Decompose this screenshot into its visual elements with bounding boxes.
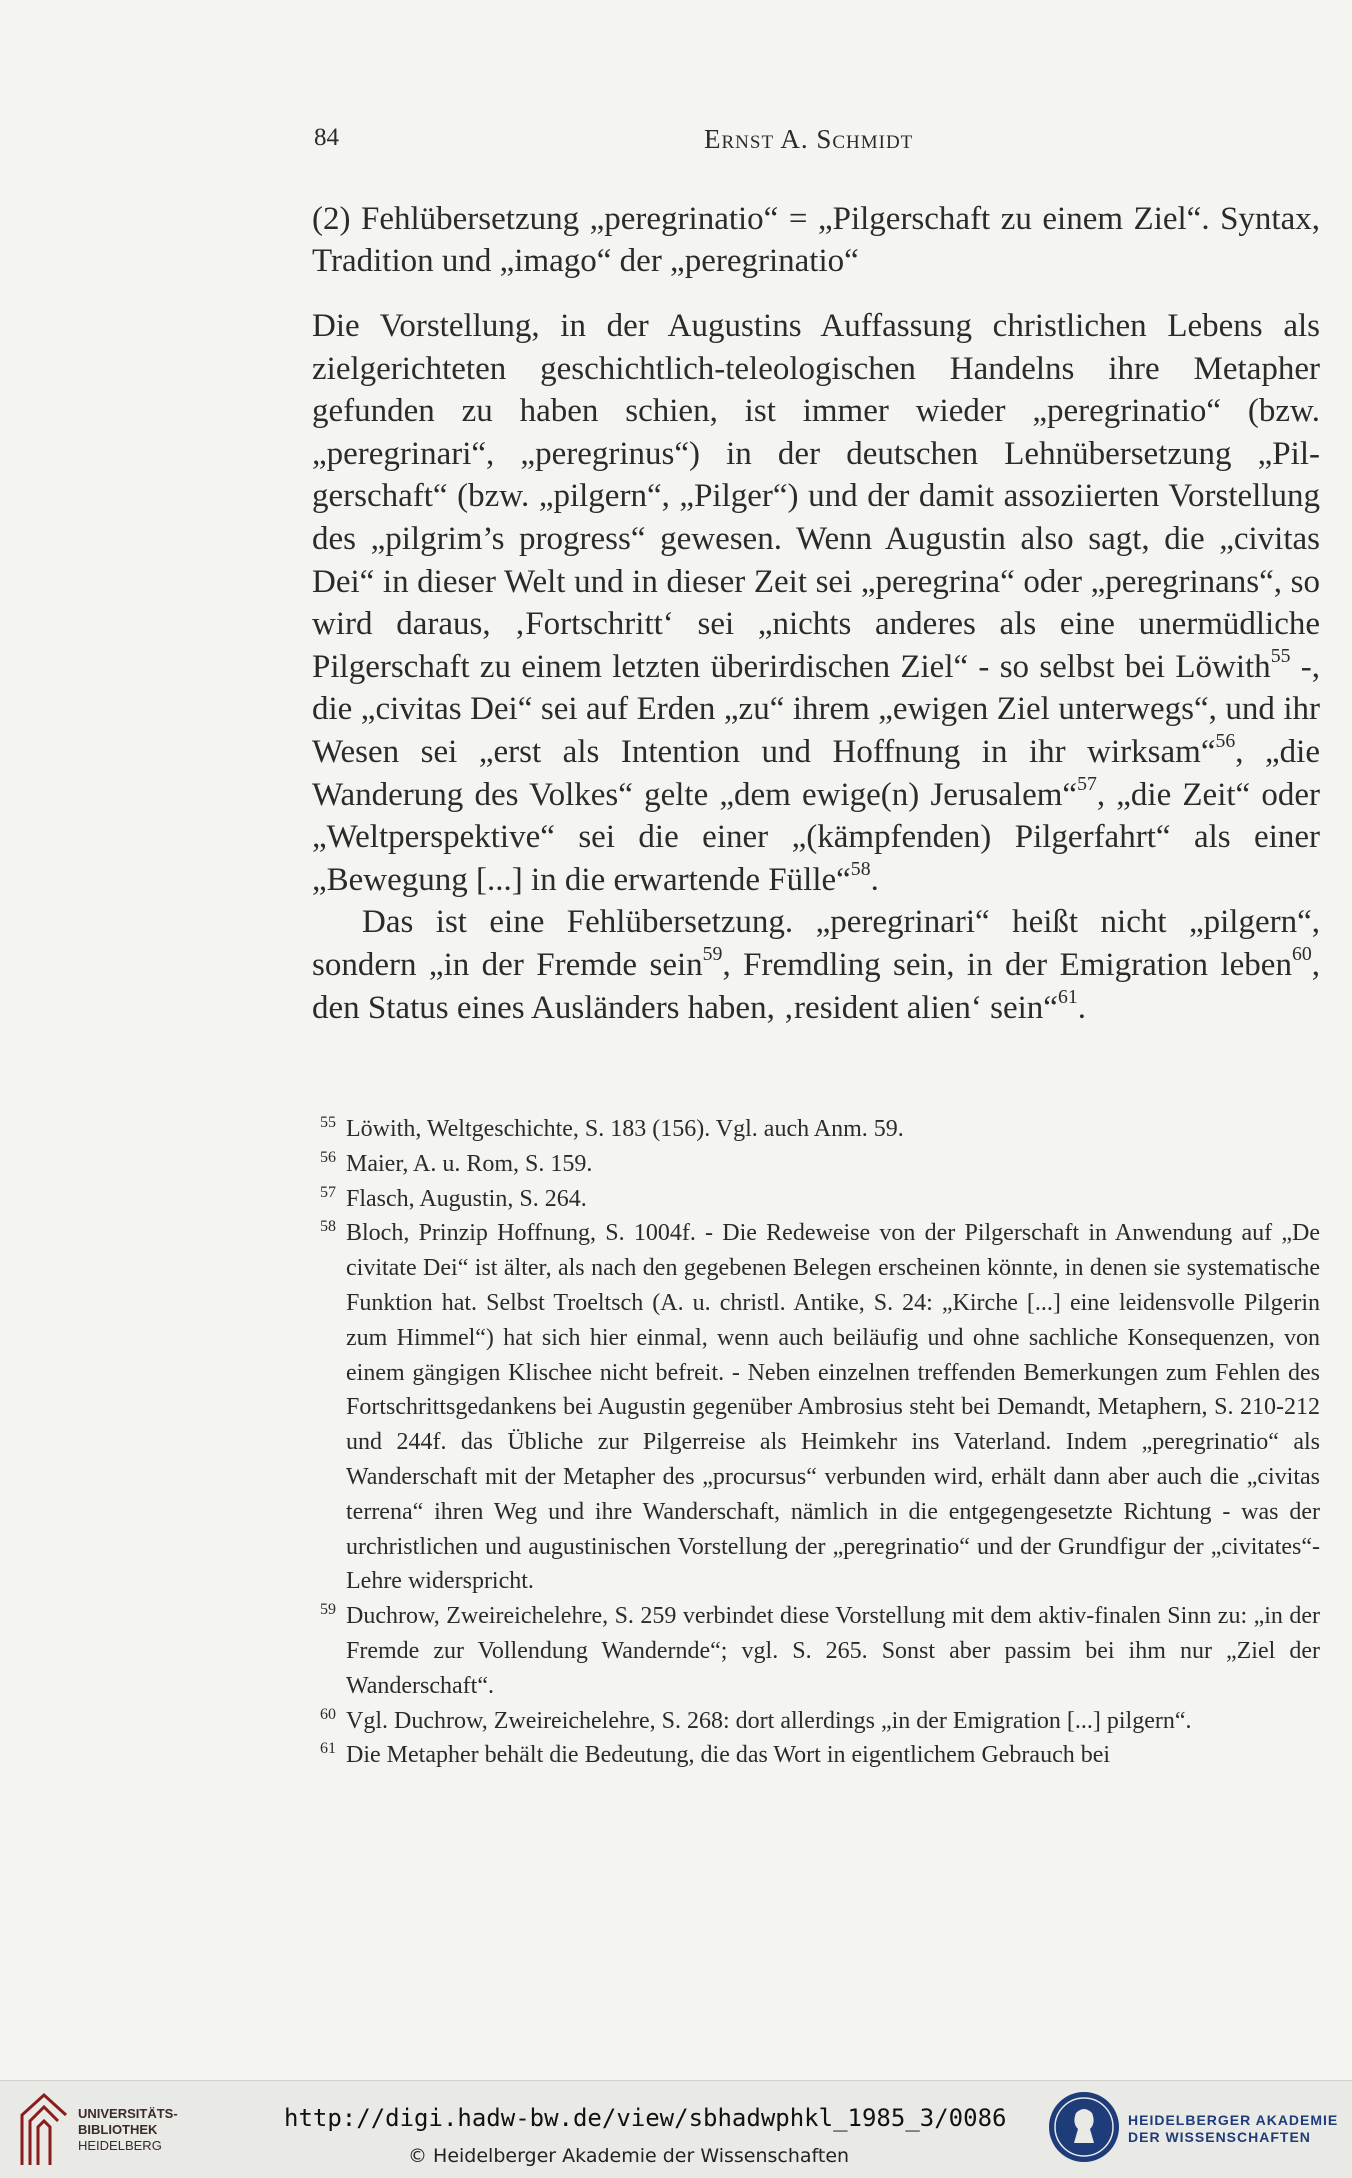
text-segment: , „die Zeit“ oder „Weltperspektive“ sei die einer „(kämpfenden) Pilgerfahrt“ als einer „Bewegung [...] in die erwartende Fülle“: [312, 776, 1320, 898]
text-segment: , Fremdling sein, in der Emigration leben: [722, 946, 1292, 983]
footnote-56: [312, 1147, 1320, 1182]
copyright-notice: © Heidelberger Akademie der Wissenschaften: [408, 2145, 850, 2167]
library-line-2: BIBLIOTHEK: [78, 2122, 158, 2137]
academy-seal-icon: [1046, 2089, 1122, 2165]
footnote-number: 60: [320, 1705, 336, 1723]
footnote-number: 56: [320, 1148, 336, 1166]
footnote-number: 55: [320, 1114, 336, 1131]
body-text: [312, 305, 1320, 1029]
academy-line-2: DER WISSENSCHAFTEN: [1128, 2129, 1311, 2145]
library-line-1: UNIVERSITÄTS-: [78, 2106, 178, 2121]
footnote-55: [312, 1112, 1320, 1147]
footnote-60: [312, 1704, 1320, 1739]
footnote-58: [312, 1216, 1320, 1599]
permalink-url[interactable]: http://digi.hadw-bw.de/view/sbhadwphkl_1985_3/0086: [284, 2104, 1007, 2132]
section-heading: (2) Fehlübersetzung „peregrinatio“ = „Pilgerschaft zu einem Ziel“. Syntax, Tradition und „imago“ der „peregrinatio“: [312, 201, 1320, 279]
text-segment: .: [1077, 989, 1086, 1026]
footnote-marker[interactable]: 55: [1270, 644, 1291, 667]
page-number: 84: [314, 124, 339, 151]
text-segment: , den Status eines Ausländers haben, ‚resident alien‘ sein“: [312, 946, 1320, 1026]
running-head: [314, 124, 1320, 164]
academy-line-1: HEIDELBERGER AKADEMIE: [1128, 2112, 1339, 2128]
text-segment: Die Vorstellung, in der Augustins Auffassung christlichen Lebens als zielgerichteten geschichtlich-teleologischen Handelns ihre Metapher gefunden zu haben schien, ist immer wieder „peregrinatio“ (bzw. „peregrinari“, „peregrinus“) in der deutschen Lehnübersetzung „Pilgerschaft“ (bzw. „pilgern“, „Pilger“) und der damit assoziierten Vorstellung des „pilgrim’s progress“ gewesen. Wenn Augustin also sagt, die „civitas Dei“ in dieser Welt und in dieser Zeit sei „peregrina“ oder „peregrinans“, so wird daraus, ‚Fortschritt‘ sei „nichts anderes als eine unermüdliche Pilgerschaft zu einem letzten überirdischen Ziel“ - so selbst bei Löwith: [312, 308, 1320, 685]
footnote-marker[interactable]: 59: [702, 943, 723, 966]
text-segment: Das ist eine Fehlübersetzung. „peregrinari“ heißt nicht „pilgern“, sondern „in der Fremde sein: [312, 904, 1320, 983]
footnote-text: Duchrow, Zweireichelehre, S. 259 verbindet diese Vorstellung mit dem aktiv-finalen Sinn zu: „in der Fremde zur Vollendung Wandernde“; vgl. S. 265. Sonst aber passim bei ihm nur „Ziel der Wanderschaft“.: [346, 1603, 1320, 1699]
footnote-text: Die Metapher behält die Bedeutung, die das Wort in eigentlichem Gebrauch bei: [346, 1742, 1111, 1769]
footnote-number: 59: [320, 1601, 336, 1619]
footnote-57: [312, 1182, 1320, 1217]
university-library-logo-icon: [14, 2085, 74, 2173]
paragraph-2: [312, 901, 1320, 1029]
footnote-marker[interactable]: 58: [850, 857, 871, 880]
running-head-author: Ernst A. Schmidt: [704, 124, 914, 154]
footnote-text: Flasch, Augustin, S. 264.: [346, 1185, 587, 1212]
paragraph-1: [312, 305, 1320, 901]
footnote-61: [312, 1738, 1320, 1773]
footnotes: [312, 1112, 1320, 1773]
footnote-59: [312, 1599, 1320, 1703]
footnote-marker[interactable]: 56: [1215, 730, 1236, 753]
footnote-text: Maier, A. u. Rom, S. 159.: [346, 1150, 593, 1177]
text-segment: , „die Wanderung des Volkes“ gelte „dem ewige(n) Jerusalem“: [312, 733, 1320, 813]
footnote-number: 61: [320, 1740, 336, 1758]
university-library-name: [78, 2106, 178, 2154]
footnote-marker[interactable]: 57: [1077, 772, 1097, 795]
footnote-marker[interactable]: 60: [1291, 943, 1312, 966]
library-line-3: HEIDELBERG: [78, 2138, 162, 2153]
footnote-number: 57: [320, 1183, 336, 1201]
text-segment: .: [870, 861, 879, 898]
academy-name: [1128, 2112, 1338, 2146]
footnote-text: Löwith, Weltgeschichte, S. 183 (156). Vgl. auch Anm. 59.: [346, 1116, 904, 1142]
footnote-text: Bloch, Prinzip Hoffnung, S. 1004f. - Die Redeweise von der Pilgerschaft in Anwendung auf „De civitate Dei“ ist älter, als nach den gegebenen Belegen erscheinen könnte, in denen sie systematische Funktion hat. Selbst Troeltsch (A. u. christl. Antike, S. 24: „Kirche [...] eine leidensvolle Pilgerin zum Himmel“) hat sich hier einmal, wenn auch beiläufig und ohne sachliche Konsequenzen, von einem gängigen Klischee nicht befreit. - Neben einzelnen treffenden Bemerkungen zum Fehlen des Fortschrittsgedankens bei Augustin gegenüber Ambrosius steht bei Demandt, Metaphern, S. 210-212 und 244f. das Übliche zur Pilgerreise als Heimkehr ins Vaterland. Indem „peregrinatio“ als Wanderschaft mit der Metapher des „procursus“ verbunden wird, erhält dann aber auch die „civitas terrena“ ihren Weg und ihre Wanderschaft, nämlich in die entgegengesetzte Richtung - was der urchristlichen und augustinischen Vorstellung der „peregrinatio“ und der Grundfigur der „civitates“-Lehre widerspricht.: [346, 1220, 1320, 1595]
text-segment: -, die „civitas Dei“ sei auf Erden „zu“ ihrem „ewigen Ziel unterwegs“, und ihr Wesen sei „erst als Intention und Hoffnung in ihr wirksam“: [312, 648, 1320, 770]
footnote-marker[interactable]: 61: [1057, 985, 1078, 1008]
footnote-text: Vgl. Duchrow, Zweireichelehre, S. 268: dort allerdings „in der Emigration [...] pilgern“.: [346, 1707, 1192, 1734]
footnote-number: 58: [320, 1218, 336, 1236]
